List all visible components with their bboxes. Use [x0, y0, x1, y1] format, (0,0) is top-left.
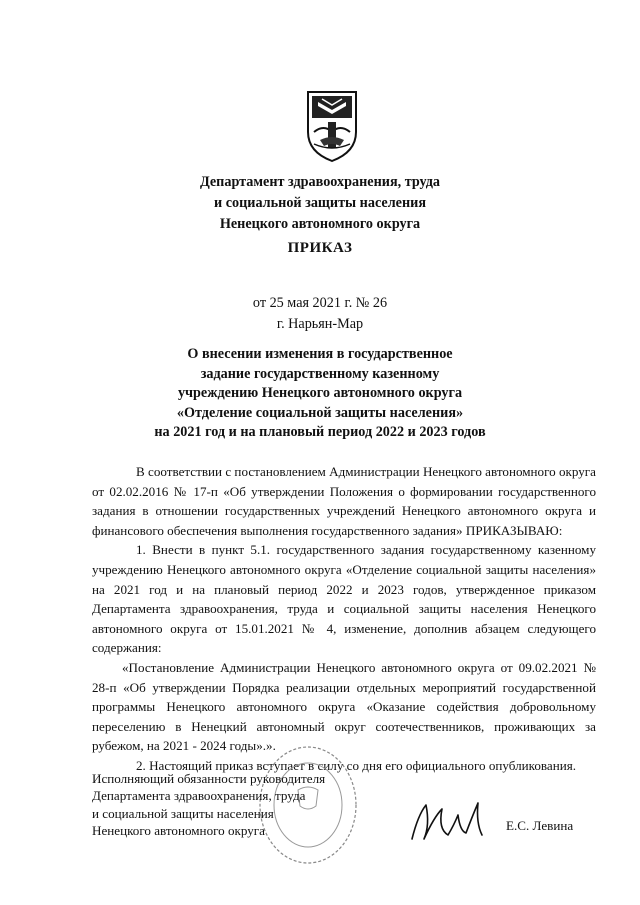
quoted-paragraph: «Постановление Администрации Ненецкого автономного округа от 09.02.2021 № 28-п «Об утверждении Порядка реализации отдельных мероприятий государственной программы Ненецкого автономного округа «Оказание содействия добровольному переселению в Ненецкий автономный округ соотечественников, проживающих за рубежом, на 2021 - 2024 годы».».: [92, 659, 596, 754]
subject-line-3: учреждению Ненецкого автономного округа: [177, 385, 463, 401]
document-subject: [0, 345, 640, 443]
item-2-paragraph: 2. Настоящий приказ вступает в силу со дня его официального опубликования.: [136, 757, 577, 773]
date-and-place: [0, 293, 640, 335]
signatory-title: [92, 770, 325, 839]
department-line-2: и социальной защиты населения: [214, 195, 426, 211]
item-1-paragraph: 1. Внести в пункт 5.1. государственного задания государственному казенному учреждению Ненецкого автономного округа «Отделение социальной защиты населения» на 2021 год и на плановый период 2022 и 2023 годов, утвержденное приказом Департамента здравоохранения, труда и социальной защиты населения Ненецкого автономного округа от 15.01.2021 № 4, изменение, дополнив абзацем следующего содержания:: [92, 542, 596, 656]
city-line: г. Нарьян-Мар: [276, 316, 364, 332]
date-line: от 25 мая 2021 г. № 26: [252, 295, 388, 311]
signatory-line-1: Исполняющий обязанности руководителя: [92, 771, 326, 786]
document-body: [92, 462, 596, 776]
subject-line-1: О внесении изменения в государственное: [187, 346, 453, 362]
department-name: [0, 172, 640, 235]
subject-line-4: «Отделение социальной защиты населения»: [176, 404, 464, 421]
subject-line-2: задание государственному казенному: [200, 365, 440, 382]
department-line-1: Департамент здравоохранения, труда: [199, 174, 441, 190]
signatory-line-3: и социальной защиты населения: [92, 805, 274, 821]
department-line-3: Ненецкого автономного округа: [219, 216, 421, 232]
document-type: ПРИКАЗ: [287, 240, 353, 256]
coat-of-arms-emblem: [300, 88, 364, 164]
signatory-line-4: Ненецкого автономного округа: [92, 822, 265, 838]
signer-name: Е.С. Левина: [506, 818, 574, 833]
handwritten-signature: [408, 795, 488, 845]
signatory-line-2: Департамента здравоохранения, труда: [92, 788, 306, 804]
subject-line-5: на 2021 год и на плановый период 2022 и 2023 годов: [154, 424, 486, 440]
intro-paragraph: В соответствии с постановлением Администрации Ненецкого автономного округа от 02.02.2016 № 17-п «Об утверждении Положения о формировании государственного задания в отношении государственных учреждений Ненецкого автономного округа и финансового обеспечения выполнения государственного задания» ПРИКАЗЫВАЮ:: [92, 464, 596, 538]
